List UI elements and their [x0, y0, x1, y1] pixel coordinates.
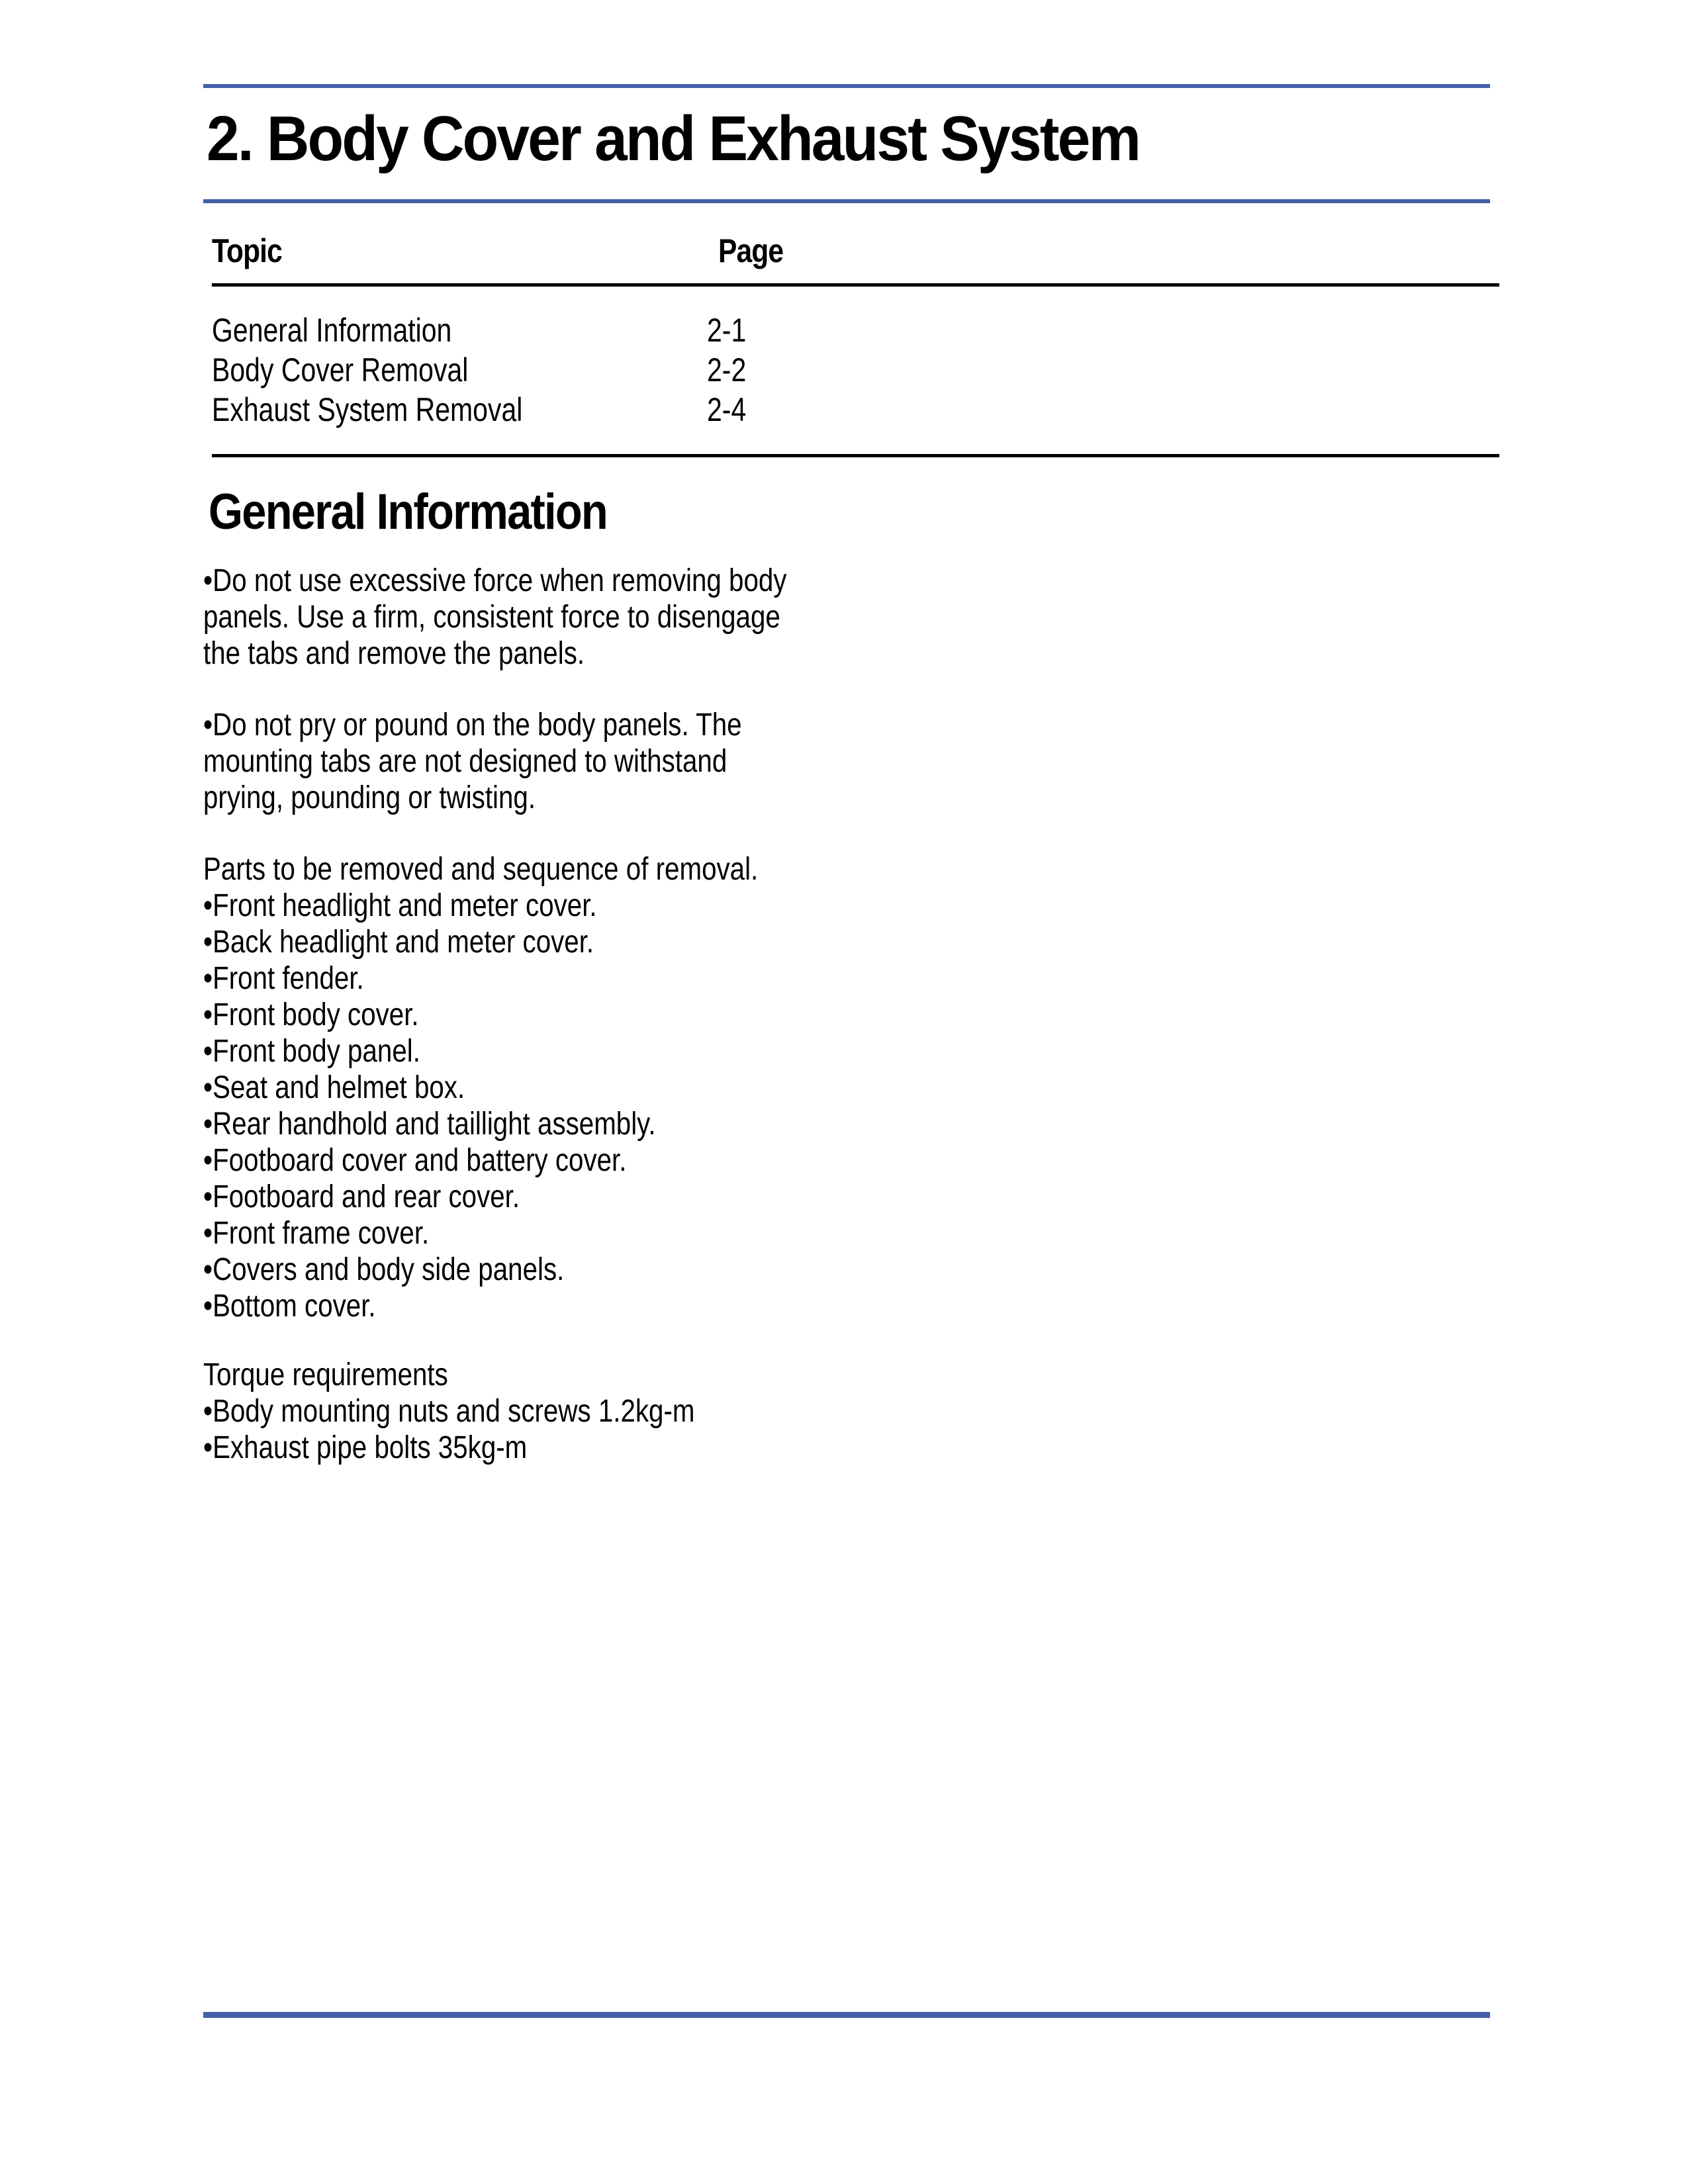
- page-title: 2. Body Cover and Exhaust System: [207, 103, 1140, 174]
- parts-removal-list: [203, 851, 758, 1324]
- footer-rule: [203, 2012, 1490, 2018]
- text-line: mounting tabs are not designed to withstand: [203, 744, 727, 779]
- list-item: •Bottom cover.: [203, 1289, 376, 1324]
- text-line: panels. Use a firm, consistent force to disengage: [203, 600, 780, 635]
- list-item: •Body mounting nuts and screws 1.2kg-m: [203, 1394, 695, 1429]
- paragraph-excessive-force: [203, 563, 786, 672]
- list-item: •Exhaust pipe bolts 35kg-m: [203, 1430, 528, 1465]
- list-item: •Front headlight and meter cover.: [203, 888, 597, 923]
- toc-topic: Exhaust System Removal: [212, 391, 523, 428]
- text-line: •Do not pry or pound on the body panels. The: [203, 707, 742, 743]
- toc-topic: General Information: [212, 312, 452, 349]
- toc-page: 2-4: [707, 391, 747, 428]
- list-item: •Footboard cover and battery cover.: [203, 1143, 627, 1178]
- text-line: •Do not use excessive force when removing body: [203, 563, 787, 598]
- list-item: •Covers and body side panels.: [203, 1252, 565, 1287]
- section-title: General Information: [209, 484, 608, 540]
- text-line: prying, pounding or twisting.: [203, 780, 536, 815]
- list-item: •Front body cover.: [203, 997, 419, 1032]
- list-item: •Footboard and rear cover.: [203, 1179, 520, 1214]
- header-top-rule: [203, 84, 1490, 88]
- parts-intro: Parts to be removed and sequence of removal.: [203, 852, 759, 887]
- toc-header-topic: Topic: [212, 232, 282, 269]
- list-item: •Rear handhold and taillight assembly.: [203, 1107, 656, 1142]
- toc-page: 2-2: [707, 351, 747, 388]
- list-item: •Front fender.: [203, 961, 364, 996]
- paragraph-pry-pound: [203, 707, 742, 816]
- header-bottom-rule: [203, 199, 1490, 203]
- list-item: •Front frame cover.: [203, 1216, 430, 1251]
- list-item: •Front body panel.: [203, 1034, 420, 1069]
- toc-bottom-rule: [212, 454, 1499, 457]
- text-line: the tabs and remove the panels.: [203, 636, 585, 671]
- toc-header-page: Page: [718, 232, 784, 269]
- torque-requirements: [203, 1357, 694, 1466]
- toc-page: 2-1: [707, 312, 747, 349]
- list-item: •Seat and helmet box.: [203, 1070, 465, 1105]
- toc-header-rule: [212, 283, 1499, 287]
- list-item: •Back headlight and meter cover.: [203, 925, 594, 960]
- toc-topic: Body Cover Removal: [212, 351, 469, 388]
- torque-intro: Torque requirements: [203, 1357, 448, 1392]
